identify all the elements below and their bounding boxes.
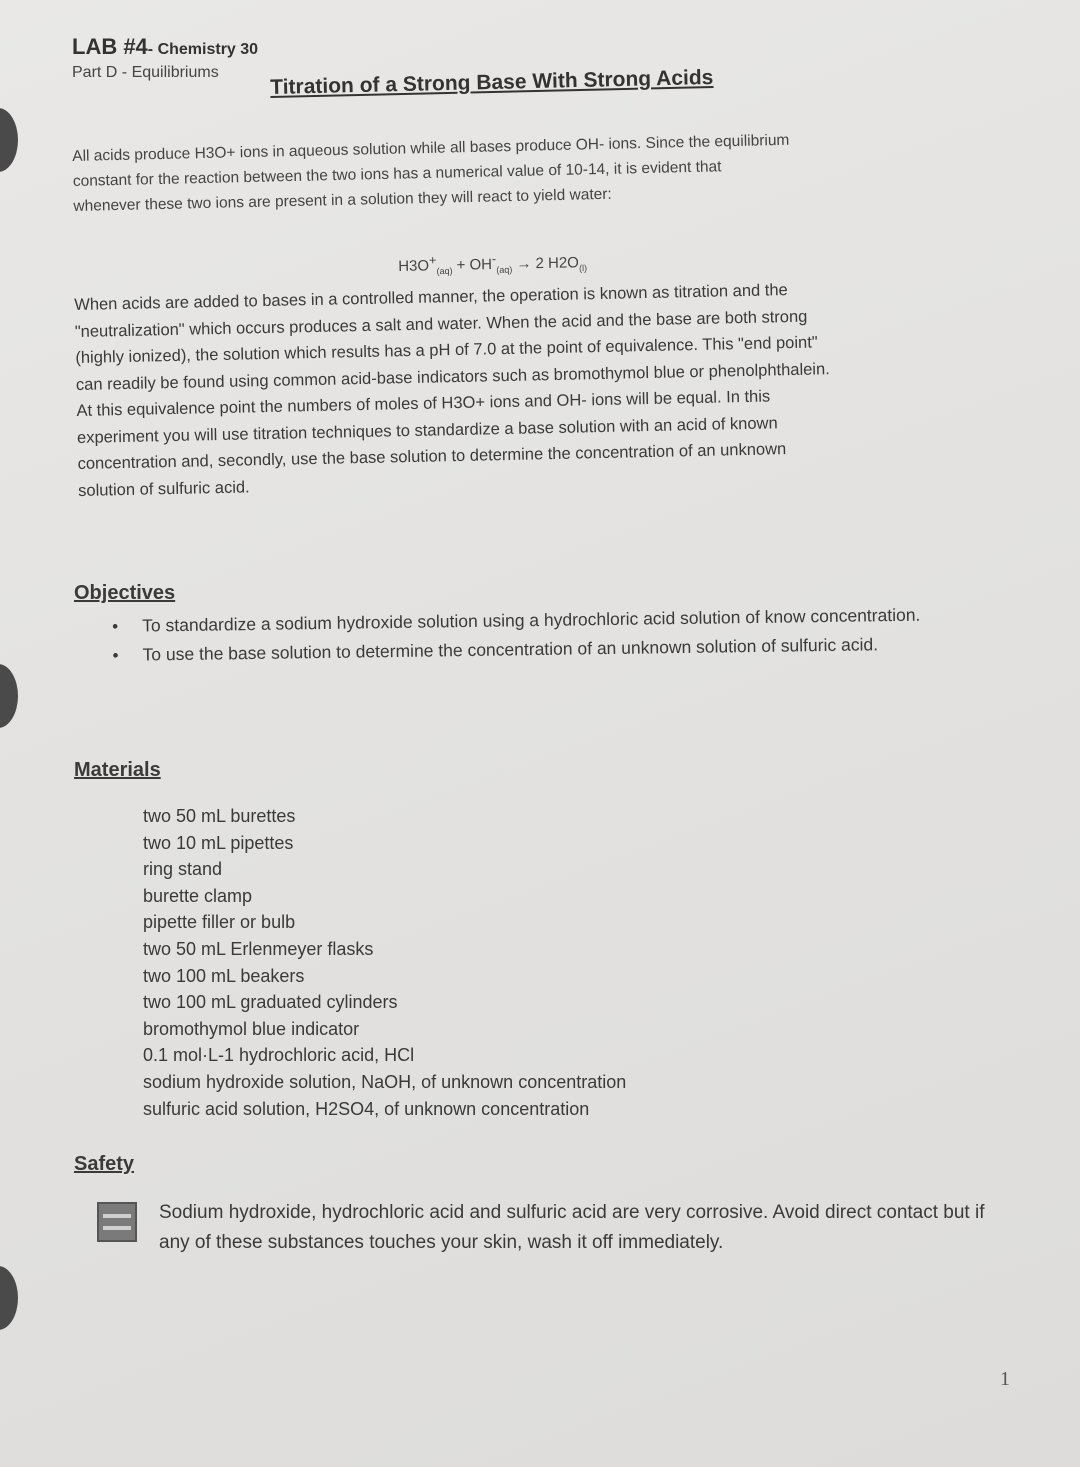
materials-list bbox=[143, 803, 626, 1122]
part-label: Part D - Equilibriums bbox=[72, 64, 219, 81]
page-title: Titration of a Strong Base With Strong Acids bbox=[270, 65, 714, 99]
paragraph-line: experiment you will use titration techniques to standardize a base solution with an acid of known bbox=[76, 413, 778, 447]
paragraph-line: When acids are added to bases in a controlled manner, the operation is known as titration and the bbox=[74, 281, 788, 314]
paragraph-line: solution of sulfuric acid. bbox=[77, 477, 250, 500]
intro-line: All acids produce H3O+ ions in aqueous solution while all bases produce OH- ions. Since the equilibrium bbox=[72, 131, 790, 165]
safety-text: Sodium hydroxide, hydrochloric acid and sulfuric acid are very corrosive. Avoid direct contact but if any of these substances touches your skin, wash it off immediately. bbox=[159, 1202, 985, 1253]
material-item: burette clamp bbox=[143, 885, 253, 906]
objective-item: • To use the base solution to determine the concentration of an unknown solution of sulfuric acid. bbox=[108, 629, 988, 670]
bullet-icon: • bbox=[112, 616, 119, 636]
material-item: pipette filler or bulb bbox=[143, 912, 296, 933]
material-item: two 10 mL pipettes bbox=[143, 832, 294, 853]
intro-line: constant for the reaction between the two ions has a numerical value of 10-14, it is evident that bbox=[72, 158, 722, 190]
objective-item: • To standardize a sodium hydroxide solution using a hydrochloric acid solution of know concentration. bbox=[108, 600, 988, 641]
safety-heading: Safety bbox=[74, 1153, 135, 1175]
paragraph-line: (highly ionized), the solution which results has a pH of 7.0 at the point of equivalence. This "end point" bbox=[75, 333, 818, 367]
corrosive-warning-icon bbox=[97, 1202, 137, 1242]
reaction-equation: $H3O^+_{(aq)} + OH^-_{(aq)} \to 2$ $H2O_{(l)}$ bbox=[398, 251, 588, 277]
page-number: 1 bbox=[1000, 1368, 1010, 1390]
material-item: two 100 mL beakers bbox=[143, 965, 305, 986]
material-item: ring stand bbox=[143, 859, 223, 880]
paragraph-line: At this equivalence point the numbers of moles of H3O+ ions and OH- ions will be equal. In this bbox=[76, 387, 771, 420]
bullet-icon: • bbox=[112, 645, 119, 665]
objectives-heading: Objectives bbox=[74, 582, 176, 604]
lab-number: LAB #4- Chemistry 30 bbox=[72, 34, 259, 59]
intro-paragraph bbox=[72, 124, 953, 219]
material-item: sulfuric acid solution, H2SO4, of unknown concentration bbox=[143, 1098, 590, 1119]
paragraph-line: "neutralization" which occurs produces a salt and water. When the acid and the base are both strong bbox=[74, 307, 808, 341]
material-item: sodium hydroxide solution, NaOH, of unknown concentration bbox=[143, 1071, 627, 1092]
paragraph-line: can readily be found using common acid-base indicators such as bromothymol blue or phenolphthalein. bbox=[75, 359, 830, 394]
intro-line: whenever these two ions are present in a solution they will react to yield water: bbox=[73, 185, 612, 215]
material-item: two 100 mL graduated cylinders bbox=[143, 992, 398, 1013]
material-item: two 50 mL Erlenmeyer flasks bbox=[143, 938, 374, 959]
binder-hole bbox=[0, 1266, 18, 1330]
paragraph-line: concentration and, secondly, use the base solution to determine the concentration of an unknown bbox=[77, 440, 787, 473]
objectives-list bbox=[108, 600, 989, 670]
material-item: bromothymol blue indicator bbox=[143, 1018, 360, 1039]
material-item: two 50 mL burettes bbox=[143, 806, 296, 826]
material-item: 0.1 mol·L-1 hydrochloric acid, HCl bbox=[143, 1045, 415, 1066]
binder-hole bbox=[0, 108, 18, 172]
titration-paragraph bbox=[74, 274, 958, 504]
materials-heading: Materials bbox=[74, 759, 161, 781]
binder-hole bbox=[0, 664, 18, 728]
